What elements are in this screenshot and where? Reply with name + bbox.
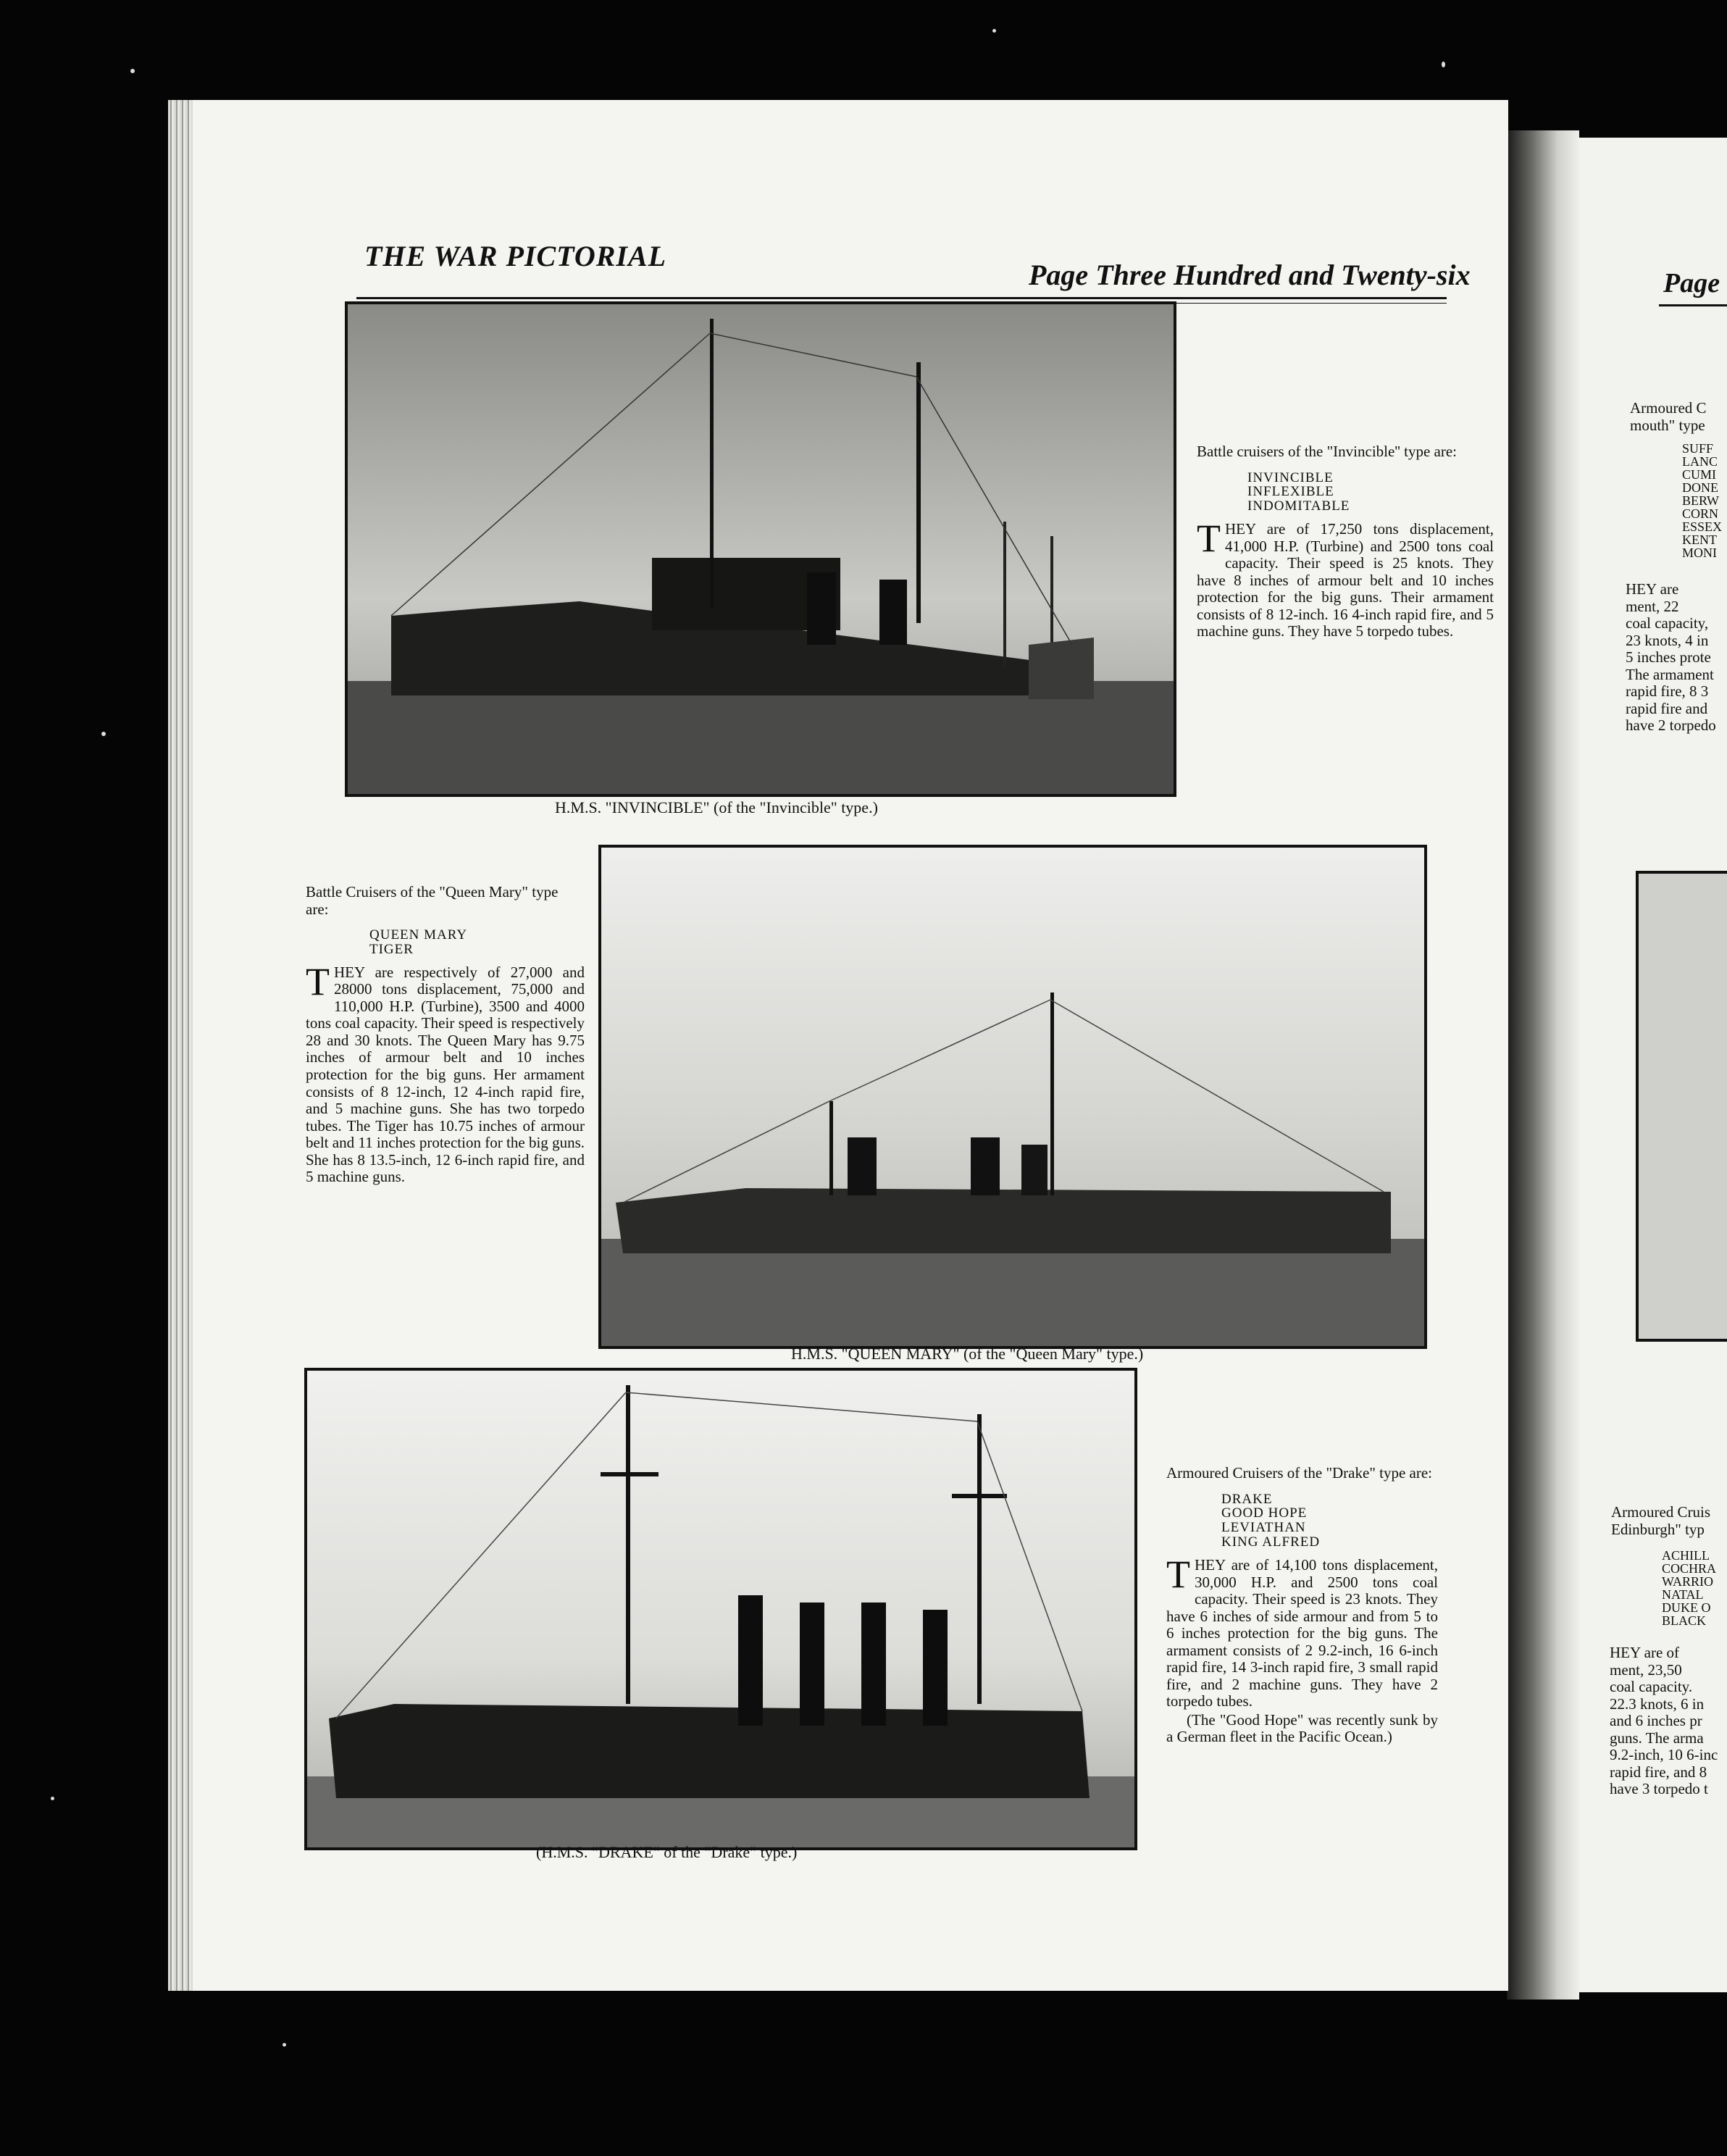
dust-speck [130, 69, 135, 73]
body-line: HEY are [1626, 580, 1679, 598]
body-text: HEY are of 17,250 tons displacement, 41,000 H.P. (Turbine) and 2500 tons coal capacity. Their speed is 25 knots. They have 8 inches of armour belt and 10 inches protection for the big guns. Their armament consists of 8 12-inch. 16 4-inch rapid fire, and 5 machine guns. They have 5 torpedo tubes. [1197, 520, 1494, 640]
section-body [1166, 1553, 1438, 1710]
facing-bottom-intro-1: Armoured Cruis [1611, 1503, 1711, 1521]
ship-name: INFLEXIBLE [1247, 484, 1334, 500]
ship-name: QUEEN MARY [369, 927, 468, 943]
section-body [1197, 517, 1494, 640]
ship-name: ESSEX [1682, 519, 1723, 534]
ship-list [1247, 471, 1494, 514]
ship-name: LANC [1682, 454, 1718, 469]
dust-speck [101, 732, 106, 736]
ship-name: GOOD HOPE [1221, 1505, 1308, 1521]
facing-page-header: Page [1663, 268, 1720, 298]
facing-top-ships [1682, 442, 1722, 559]
dust-speck [992, 29, 996, 33]
facing-page [1565, 138, 1727, 1992]
ship-name: LEVIATHAN [1221, 1520, 1306, 1536]
body-line: rapid fire and [1626, 699, 1708, 717]
facing-top-intro-1: Armoured C [1630, 399, 1707, 417]
body-line: rapid fire, and 8 [1610, 1763, 1707, 1781]
invincible-photo [345, 301, 1176, 797]
ship-name: CORN [1682, 506, 1719, 521]
facing-header-rule [1659, 304, 1727, 306]
queen-mary-photo [598, 845, 1427, 1349]
invincible-text [1197, 443, 1494, 640]
page-edges [168, 100, 193, 1991]
ship-name: NATAL [1662, 1587, 1704, 1602]
facing-top-intro-2: mouth" type [1630, 417, 1705, 434]
ship-name: WARRIO [1662, 1574, 1713, 1589]
body-line: coal capacity. [1610, 1678, 1693, 1696]
section-intro: Battle Cruisers of the "Queen Mary" type are: [306, 883, 559, 918]
body-line: ment, 23,50 [1610, 1660, 1682, 1679]
book-gutter [1507, 130, 1579, 2000]
queen-mary-text [306, 884, 585, 1186]
drop-cap: T [1166, 1553, 1190, 1597]
body-line: 5 inches prote [1626, 648, 1711, 667]
ship-name: INDOMITABLE [1247, 498, 1350, 514]
ship-name: INVINCIBLE [1247, 469, 1334, 485]
ship-name: ACHILL [1662, 1548, 1710, 1563]
body-line: and 6 inches pr [1610, 1712, 1702, 1730]
body-line: 9.2-inch, 10 6-inc [1610, 1746, 1718, 1764]
body-line: guns. The arma [1610, 1729, 1704, 1747]
ship-name: MONI [1682, 546, 1717, 560]
drake-text [1166, 1465, 1438, 1746]
drop-cap: T [1197, 517, 1221, 561]
body-line: rapid fire, 8 3 [1626, 682, 1709, 701]
dust-speck [283, 2043, 286, 2047]
body-line: The armament [1626, 665, 1714, 683]
section-body [306, 959, 585, 1186]
body-line: have 2 torpedo [1626, 716, 1716, 735]
ship-list [1221, 1492, 1438, 1550]
ship-name: BLACK [1662, 1613, 1707, 1628]
queen-mary-caption: H.M.S. "QUEEN MARY" (of the "Queen Mary" type.) [791, 1345, 1144, 1363]
ship-name: TIGER [369, 941, 414, 957]
ship-name: DONE [1682, 480, 1718, 495]
ship-name: DRAKE [1221, 1491, 1273, 1507]
body-line: HEY are of [1610, 1644, 1680, 1661]
ship-name: KING ALFRED [1221, 1534, 1321, 1550]
section-intro: Battle cruisers of the "Invincible'' type are: [1197, 443, 1458, 460]
ship-name: DUKE O [1662, 1600, 1711, 1615]
section-note: (The "Good Hope" was recently sunk by a German fleet in the Pacific Ocean.) [1166, 1710, 1438, 1746]
dust-speck [51, 1797, 54, 1800]
facing-bottom-body [1610, 1645, 1718, 1798]
section-intro: Armoured Cruisers of the "Drake" type are: [1166, 1464, 1433, 1482]
ship-name: SUFF [1682, 441, 1714, 456]
dust-speck [1442, 62, 1445, 67]
body-line: coal capacity, [1626, 614, 1709, 632]
ship-name: KENT [1682, 532, 1717, 547]
facing-top-body [1626, 581, 1716, 735]
invincible-caption: H.M.S. "INVINCIBLE" (of the "Invincible" type.) [555, 798, 878, 816]
ship-name: CUMI [1682, 467, 1717, 482]
ship-name: COCHRA [1662, 1561, 1717, 1576]
drake-photo [304, 1368, 1137, 1850]
header-rule [356, 297, 1447, 299]
ship-list [369, 928, 585, 957]
facing-photo [1636, 871, 1727, 1342]
body-line: ment, 22 [1626, 597, 1679, 615]
facing-bottom-intro-2: Edinburgh" typ [1611, 1521, 1705, 1538]
body-text: HEY are respectively of 27,000 and 28000 tons displacement, 75,000 and 110,000 H.P. (Turbine), 3500 and 4000 tons coal capacity. Their speed is respectively 28 and 30 knots. The Queen Mary has 9.75 inches of armour belt and 10 inches protection for the big guns. Her armament consists of 8 12-inch, 12 4-inch rapid fire, and 5 machine guns. She has two torpedo tubes. The Tiger has 10.75 inches of armour belt and 11 inches protection for the big guns. She has 8 13.5-inch, 12 6-inch rapid fire, and 5 machine guns. [306, 963, 585, 1186]
drop-cap: T [306, 959, 330, 1003]
body-text: HEY are of 14,100 tons displacement, 30,000 H.P. and 2500 tons coal capacity. Their speed is 23 knots. They have 6 inches of side armour and from 5 to 6 inches protection for the big guns. The armament consists of 2 9.2-inch, 16 6-inch rapid fire, 14 3-inch rapid fire, 3 small rapid fire, and 2 machine guns. They have 2 torpedo tubes. [1166, 1556, 1438, 1710]
publication-title: THE WAR PICTORIAL [364, 240, 667, 272]
body-line: 22.3 knots, 6 in [1610, 1695, 1705, 1713]
facing-bottom-ships [1662, 1549, 1716, 1627]
drake-caption: (H.M.S. "DRAKE" of the "Drake" type.) [536, 1843, 798, 1861]
body-line: have 3 torpedo t [1610, 1780, 1708, 1798]
body-line: 23 knots, 4 in [1626, 631, 1709, 649]
page-number-label: Page Three Hundred and Twenty-six [1029, 259, 1471, 291]
ship-name: BERW [1682, 493, 1720, 508]
